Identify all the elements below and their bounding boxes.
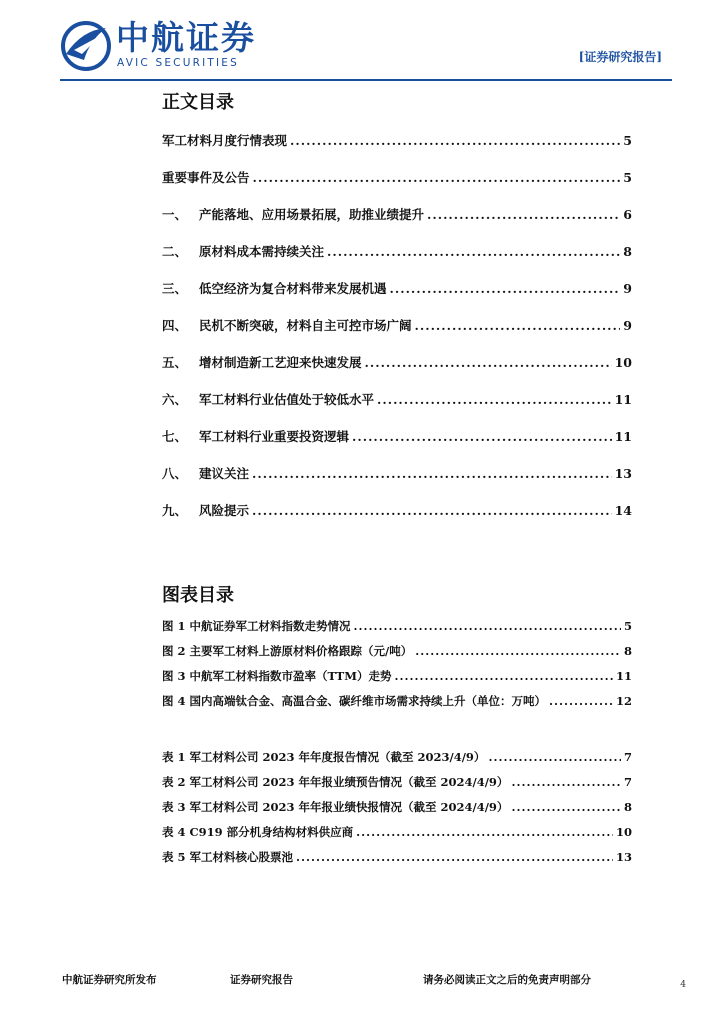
toc-entry-number: 五、 bbox=[162, 355, 188, 370]
figure-entry-text: 图 3 中航军工材料指数市盈率（TTM）走势 bbox=[162, 669, 392, 683]
toc-entry-number: 二、 bbox=[162, 244, 188, 259]
table-entry-text: 表 5 军工材料核心股票池 bbox=[162, 850, 294, 864]
figure-entry-page: 11 bbox=[615, 669, 632, 683]
toc-entry-text: 增材制造新工艺迎来快速发展 bbox=[199, 355, 362, 370]
toc-entry-page: 6 bbox=[623, 207, 632, 222]
toc-entry-number: 六、 bbox=[162, 392, 188, 407]
figure-toc-title: 图表目录 bbox=[162, 585, 234, 606]
toc-entry-text: 建议关注 bbox=[199, 466, 250, 481]
avic-logo-icon bbox=[60, 20, 112, 72]
report-type-tag: [证券研究报告] bbox=[578, 50, 662, 64]
toc-entry[interactable] bbox=[162, 270, 632, 307]
table-entry-page: 7 bbox=[623, 750, 632, 764]
toc-entry-text: 原材料成本需持续关注 bbox=[199, 244, 325, 259]
toc-entry-number: 四、 bbox=[162, 318, 188, 333]
table-entry-text: 表 2 军工材料公司 2023 年年报业绩预告情况（截至 2024/4/9） bbox=[162, 775, 509, 789]
main-toc-list bbox=[162, 122, 632, 529]
toc-entry[interactable] bbox=[162, 233, 632, 270]
table-entry[interactable] bbox=[162, 845, 632, 870]
table-entry[interactable] bbox=[162, 770, 632, 795]
header-divider bbox=[60, 79, 672, 81]
toc-entry-text: 民机不断突破，材料自主可控市场广阔 bbox=[199, 318, 412, 333]
toc-entry-page: 8 bbox=[623, 244, 632, 259]
toc-entry-text: 产能落地、应用场景拓展，助推业绩提升 bbox=[199, 207, 425, 222]
toc-entry-page: 5 bbox=[623, 133, 632, 148]
page-footer bbox=[0, 968, 724, 998]
footer-disclaimer: 请务必阅读正文之后的免责声明部分 bbox=[423, 974, 591, 986]
toc-entry[interactable] bbox=[162, 122, 632, 159]
toc-entry-page: 10 bbox=[614, 355, 632, 370]
toc-entry-page: 9 bbox=[623, 318, 632, 333]
dot-leader bbox=[253, 159, 621, 196]
dot-leader bbox=[296, 845, 613, 870]
figure-entry-text: 图 2 主要军工材料上游原材料价格跟踪（元/吨） bbox=[162, 644, 413, 658]
toc-entry-number: 九、 bbox=[162, 503, 188, 518]
dot-leader bbox=[365, 344, 612, 381]
toc-entry-number: 八、 bbox=[162, 466, 188, 481]
toc-entry-number: 一、 bbox=[162, 207, 188, 222]
toc-entry[interactable] bbox=[162, 159, 632, 196]
toc-entry-page: 9 bbox=[623, 281, 632, 296]
dot-leader bbox=[252, 455, 612, 492]
page-number: 4 bbox=[680, 980, 686, 990]
page-header bbox=[0, 0, 724, 84]
table-entry-page: 10 bbox=[615, 825, 632, 839]
brand-name-cn: 中航证券 bbox=[116, 18, 256, 57]
toc-entry[interactable] bbox=[162, 418, 632, 455]
toc-entry-text: 重要事件及公告 bbox=[162, 170, 250, 185]
toc-entry-page: 13 bbox=[614, 466, 632, 481]
toc-entry-text: 军工材料行业重要投资逻辑 bbox=[199, 429, 350, 444]
brand-name-en: AVIC SECURITIES bbox=[117, 57, 239, 69]
dot-leader bbox=[427, 196, 620, 233]
dot-leader bbox=[352, 418, 612, 455]
figure-entry[interactable] bbox=[162, 614, 632, 639]
toc-entry-text: 军工材料行业估值处于较低水平 bbox=[199, 392, 375, 407]
dot-leader bbox=[415, 307, 621, 344]
toc-entry-text: 风险提示 bbox=[199, 503, 250, 518]
dot-leader bbox=[549, 689, 613, 714]
table-entry[interactable] bbox=[162, 745, 632, 770]
toc-entry-page: 11 bbox=[614, 429, 632, 444]
figure-entry-page: 8 bbox=[623, 644, 632, 658]
toc-entry[interactable] bbox=[162, 492, 632, 529]
figure-list bbox=[162, 614, 632, 714]
main-toc-title: 正文目录 bbox=[162, 92, 234, 113]
dot-leader bbox=[290, 122, 620, 159]
toc-entry[interactable] bbox=[162, 381, 632, 418]
table-entry[interactable] bbox=[162, 795, 632, 820]
table-entry-text: 表 3 军工材料公司 2023 年年报业绩快报情况（截至 2024/4/9） bbox=[162, 800, 509, 814]
toc-entry-number: 三、 bbox=[162, 281, 188, 296]
table-entry-text: 表 4 C919 部分机身结构材料供应商 bbox=[162, 825, 354, 839]
toc-entry-page: 14 bbox=[614, 503, 632, 518]
figure-entry[interactable] bbox=[162, 664, 632, 689]
toc-entry-page: 11 bbox=[614, 392, 632, 407]
figure-entry-page: 5 bbox=[623, 619, 632, 633]
toc-entry-text: 低空经济为复合材料带来发展机遇 bbox=[199, 281, 387, 296]
dot-leader bbox=[354, 614, 621, 639]
toc-entry[interactable] bbox=[162, 344, 632, 381]
dot-leader bbox=[356, 820, 613, 845]
dot-leader bbox=[415, 639, 621, 664]
dot-leader bbox=[394, 664, 613, 689]
footer-doc-type: 证券研究报告 bbox=[230, 974, 293, 986]
dot-leader bbox=[252, 492, 612, 529]
dot-leader bbox=[327, 233, 620, 270]
table-entry-page: 8 bbox=[623, 800, 632, 814]
toc-entry[interactable] bbox=[162, 196, 632, 233]
table-entry-page: 7 bbox=[623, 775, 632, 789]
table-entry-page: 13 bbox=[615, 850, 632, 864]
toc-entry-page: 5 bbox=[623, 170, 632, 185]
footer-publisher: 中航证券研究所发布 bbox=[62, 974, 157, 986]
dot-leader bbox=[511, 795, 621, 820]
dot-leader bbox=[488, 745, 621, 770]
dot-leader bbox=[390, 270, 621, 307]
toc-entry[interactable] bbox=[162, 455, 632, 492]
figure-entry-text: 图 4 国内高端钛合金、高温合金、碳纤维市场需求持续上升（单位：万吨） bbox=[162, 694, 547, 708]
dot-leader bbox=[377, 381, 612, 418]
toc-entry-text: 军工材料月度行情表现 bbox=[162, 133, 288, 148]
figure-entry-page: 12 bbox=[615, 694, 632, 708]
figure-entry-text: 图 1 中航证券军工材料指数走势情况 bbox=[162, 619, 351, 633]
figure-entry[interactable] bbox=[162, 639, 632, 664]
table-entry-text: 表 1 军工材料公司 2023 年年度报告情况（截至 2023/4/9） bbox=[162, 750, 486, 764]
table-list bbox=[162, 745, 632, 870]
dot-leader bbox=[511, 770, 621, 795]
toc-entry[interactable] bbox=[162, 307, 632, 344]
figure-entry[interactable] bbox=[162, 689, 632, 714]
toc-entry-number: 七、 bbox=[162, 429, 188, 444]
table-entry[interactable] bbox=[162, 820, 632, 845]
